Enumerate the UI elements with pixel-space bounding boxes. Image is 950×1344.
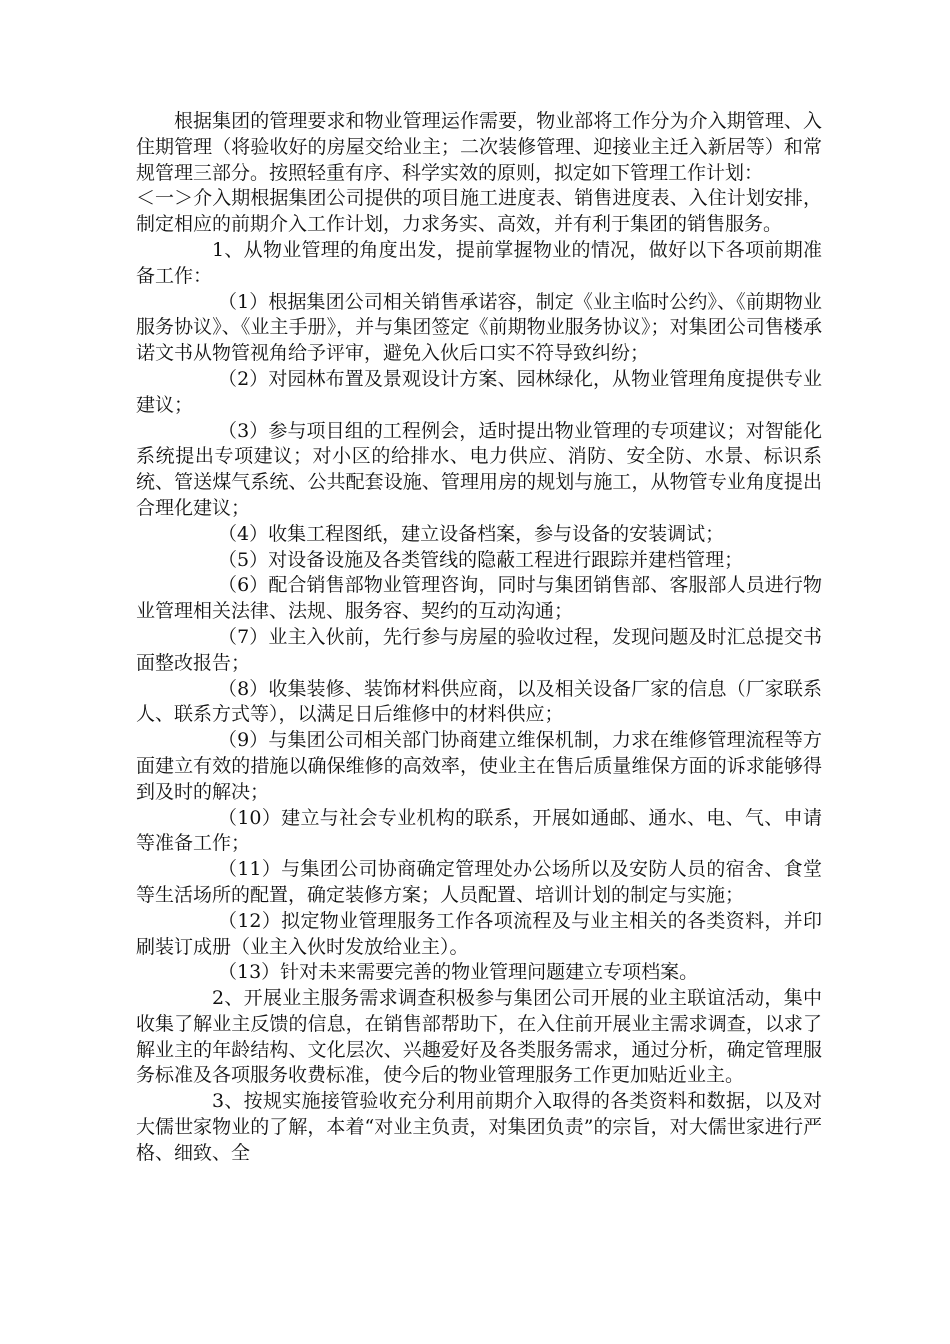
- paragraph-subitem-3: （3）参与项目组的工程例会，适时提出物业管理的专项建议；对智能化系统提出专项建议；对小区的给排水、电力供应、消防、安全防、水景、标识系统、管送煤气系统、公共配套设施、管理用房的规划与施工，从物管专业角度提出合理化建议；: [136, 419, 822, 519]
- paragraph-subitem-7: （7）业主入伙前，先行参与房屋的验收过程，发现问题及时汇总提交书面整改报告；: [136, 625, 822, 674]
- paragraph-subitem-10: （10）建立与社会专业机构的联系，开展如通邮、通水、电、气、申请等准备工作；: [136, 806, 822, 855]
- paragraph-subitem-4: （4）收集工程图纸，建立设备档案，参与设备的安装调试；: [218, 522, 725, 545]
- paragraph-subitem-2: （2）对园林布置及景观设计方案、园林绿化，从物业管理角度提供专业建议；: [136, 367, 822, 416]
- paragraph-subitem-6: （6）配合销售部物业管理咨询，同时与集团销售部、客服部人员进行物业管理相关法律、法规、服务容、契约的互动沟通；: [136, 574, 822, 623]
- paragraph-item-3: 3、按规实施接管验收充分利用前期介入取得的各类资料和数据，以及对大儒世家物业的了解，本着“对业主负责，对集团负责”的宗旨，对大儒世家进行严格、细致、全: [136, 1090, 822, 1164]
- paragraph-subitem-12: （12）拟定物业管理服务工作各项流程及与业主相关的各类资料，并印刷装订成册（业主入伙时发放给业主）。: [136, 909, 822, 958]
- paragraph-subitem-1: （1）根据集团公司相关销售承诺容，制定《业主临时公约》、《前期物业服务协议》、《业主手册》，并与集团签定《前期物业服务协议》；对集团公司售楼承诺文书从物管视角给予评审，避免入伙后口实不符导致纠纷；: [136, 290, 822, 365]
- paragraph-section-one: ＜一＞介入期根据集团公司提供的项目施工进度表、销售进度表、入住计划安排，制定相应的前期介入工作计划，力求务实、高效，并有利于集团的销售服务。: [136, 187, 822, 236]
- paragraph-subitem-11: （11）与集团公司协商确定管理处办公场所以及安防人员的宿舍、食堂等生活场所的配置，确定装修方案；人员配置、培训计划的制定与实施；: [136, 858, 822, 906]
- paragraph-item-2: 2、开展业主服务需求调查积极参与集团公司开展的业主联谊活动，集中收集了解业主反馈的信息，在销售部帮助下，在入住前开展业主需求调查，以求了解业主的年龄结构、文化层次、兴趣爱好及各类服务需求，通过分析，确定管理服务标准及各项服务收费标准，使今后的物业管理服务工作更加贴近业主。: [136, 987, 822, 1087]
- paragraph-item-1: 1、从物业管理的角度出发，提前掌握物业的情况，做好以下各项前期准备工作：: [136, 238, 822, 287]
- paragraph-subitem-5: （5）对设备设施及各类管线的隐蔽工程进行跟踪并建档管理；: [218, 548, 744, 571]
- paragraph-subitem-8: （8）收集装修、装饰材料供应商，以及相关设备厂家的信息（厂家联系人、联系方式等），以满足日后维修中的材料供应；: [136, 677, 822, 726]
- paragraph-intro: 根据集团的管理要求和物业管理运作需要，物业部将工作分为介入期管理、入住期管理（将验收好的房屋交给业主；二次装修管理、迎接业主迁入新居等）和常规管理三部分。按照轻重有序、科学实效的原则，拟定如下管理工作计划：: [136, 110, 822, 184]
- paragraph-subitem-9: （9）与集团公司相关部门协商建立维保机制，力求在维修管理流程等方面建立有效的措施以确保维修的高效率，使业主在售后质量维保方面的诉求能够得到及时的解决；: [136, 729, 822, 803]
- paragraph-subitem-13: （13）针对未来需要完善的物业管理问题建立专项档案。: [218, 961, 699, 984]
- document-body: [136, 109, 822, 1167]
